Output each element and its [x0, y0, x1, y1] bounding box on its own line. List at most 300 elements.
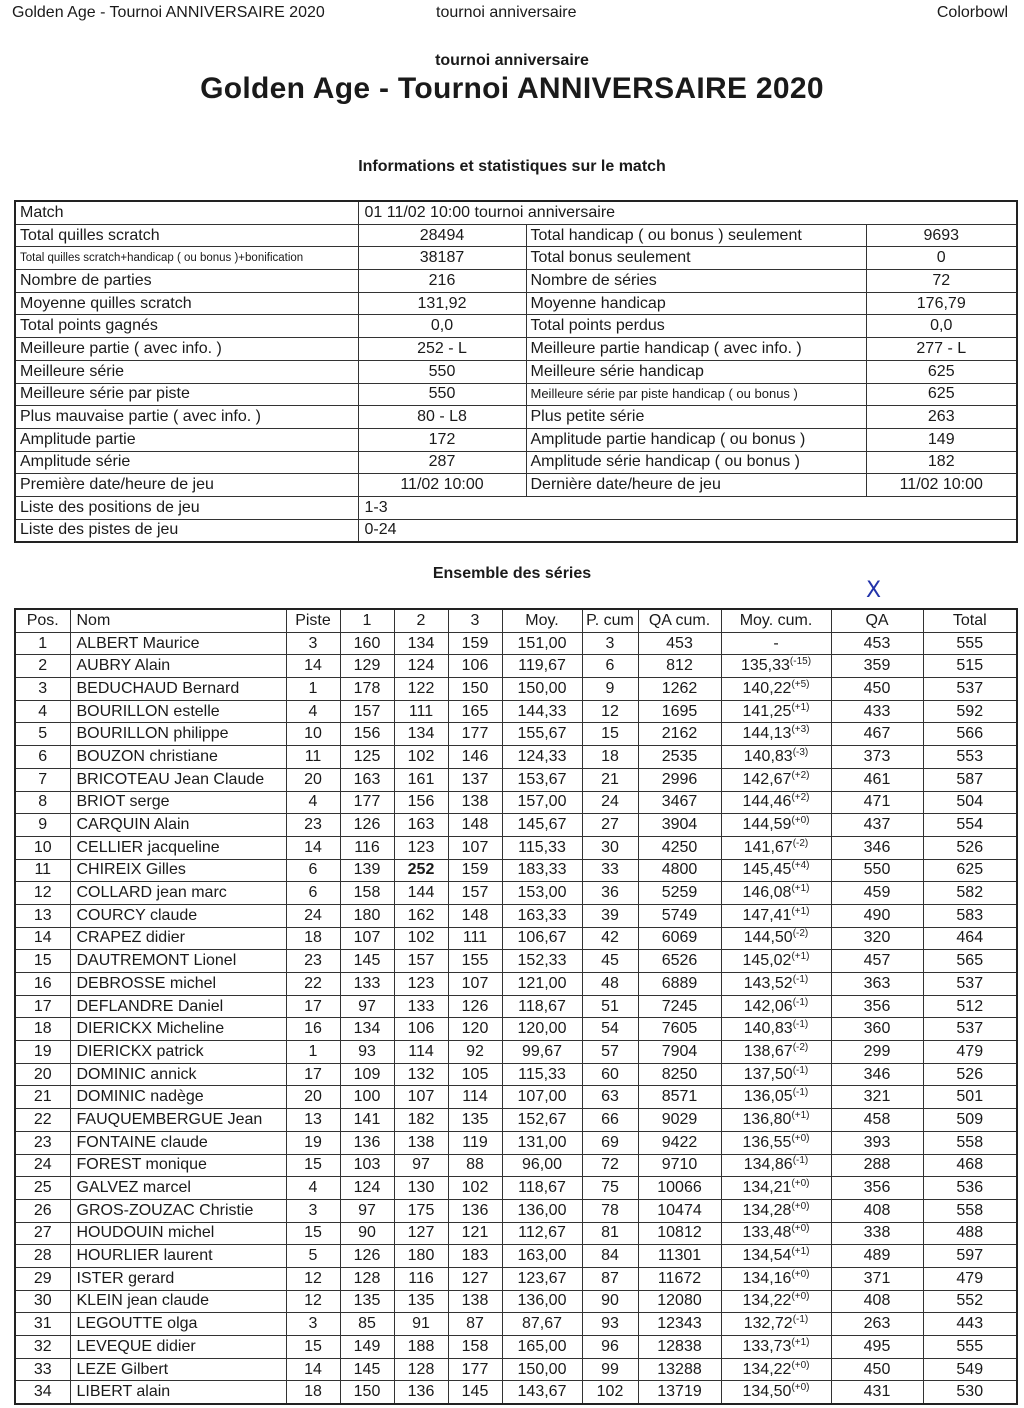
- name-cell: BEDUCHAUD Bernard: [70, 678, 286, 701]
- table-row: [15, 678, 1017, 701]
- moy-cell: 150,00: [502, 1358, 582, 1381]
- name-cell: CELLIER jacqueline: [70, 836, 286, 859]
- total-cell: 625: [923, 859, 1017, 882]
- info-label: Moyenne handicap: [526, 292, 866, 315]
- table-row: [15, 1177, 1017, 1200]
- column-header: P. cum: [582, 609, 638, 632]
- moycum-delta: (+1): [791, 1109, 810, 1121]
- moy-cell: 121,00: [502, 973, 582, 996]
- info-label: Nombre de parties: [15, 270, 358, 293]
- total-cell: 537: [923, 678, 1017, 701]
- total-cell: 592: [923, 700, 1017, 723]
- info-row: [15, 247, 1017, 270]
- info-label: Amplitude partie handicap ( ou bonus ): [526, 428, 866, 451]
- info-label: Amplitude série handicap ( ou bonus ): [526, 451, 866, 474]
- game2-cell: 114: [394, 1041, 448, 1064]
- info-label: Total quilles scratch: [15, 224, 358, 247]
- pcum-cell: 57: [582, 1041, 638, 1064]
- info-value: 277 - L: [866, 338, 1017, 361]
- table-row: [15, 882, 1017, 905]
- total-cell: 555: [923, 1336, 1017, 1359]
- pos-cell: 16: [15, 973, 70, 996]
- table-row: [15, 655, 1017, 678]
- piste-cell: 12: [286, 1267, 340, 1290]
- total-cell: 597: [923, 1245, 1017, 1268]
- qacum-cell: 12080: [638, 1290, 721, 1313]
- total-cell: 536: [923, 1177, 1017, 1200]
- game2-cell: 134: [394, 632, 448, 655]
- moy-cell: 151,00: [502, 632, 582, 655]
- column-header: Moy. cum.: [721, 609, 831, 632]
- game3-cell: 159: [448, 859, 502, 882]
- header-left: Golden Age - Tournoi ANNIVERSAIRE 2020: [12, 4, 325, 21]
- qa-cell: 450: [831, 1358, 923, 1381]
- moycum-value: 147,41: [742, 906, 792, 924]
- table-row: [15, 1199, 1017, 1222]
- info-value: 252 - L: [358, 338, 526, 361]
- moycum-cell: [721, 1018, 831, 1041]
- pcum-cell: 75: [582, 1177, 638, 1200]
- moycum-value: 132,72: [743, 1315, 793, 1333]
- info-label: Moyenne quilles scratch: [15, 292, 358, 315]
- total-cell: 553: [923, 746, 1017, 769]
- qa-cell: 321: [831, 1086, 923, 1109]
- game3-cell: 183: [448, 1245, 502, 1268]
- moycum-value: 133,73: [742, 1337, 792, 1355]
- game2-cell: 106: [394, 1018, 448, 1041]
- info-row: [15, 406, 1017, 429]
- total-cell: 530: [923, 1381, 1017, 1404]
- game1-cell: 124: [340, 1177, 394, 1200]
- moycum-delta: (+1): [791, 883, 810, 895]
- piste-cell: 5: [286, 1245, 340, 1268]
- game3-cell: 159: [448, 632, 502, 655]
- qacum-cell: 6069: [638, 927, 721, 950]
- qacum-cell: 11672: [638, 1267, 721, 1290]
- moycum-cell: [721, 927, 831, 950]
- qa-cell: 467: [831, 723, 923, 746]
- table-row: [15, 1381, 1017, 1404]
- moycum-cell: [721, 882, 831, 905]
- info-row-match: [15, 201, 1017, 224]
- piste-cell: 23: [286, 814, 340, 837]
- info-row: [15, 270, 1017, 293]
- piste-cell: 10: [286, 723, 340, 746]
- piste-cell: 14: [286, 1358, 340, 1381]
- moycum-delta: (+1): [791, 951, 810, 963]
- info-value: 263: [866, 406, 1017, 429]
- name-cell: ISTER gerard: [70, 1267, 286, 1290]
- info-value: 176,79: [866, 292, 1017, 315]
- name-cell: ALBERT Maurice: [70, 632, 286, 655]
- table-row: [15, 927, 1017, 950]
- moycum-delta: (+3): [791, 724, 810, 736]
- pcum-cell: 27: [582, 814, 638, 837]
- piste-cell: 6: [286, 882, 340, 905]
- moycum-cell: [721, 1381, 831, 1404]
- piste-cell: 4: [286, 700, 340, 723]
- qacum-cell: 12343: [638, 1313, 721, 1336]
- info-value: 01 11/02 10:00 tournoi anniversaire: [358, 201, 1017, 224]
- moy-cell: 144,33: [502, 700, 582, 723]
- piste-cell: 20: [286, 1086, 340, 1109]
- series-table: [14, 608, 1018, 1405]
- info-label: Total points gagnés: [15, 315, 358, 338]
- pcum-cell: 96: [582, 1336, 638, 1359]
- name-cell: BOUZON christiane: [70, 746, 286, 769]
- game3-cell: 138: [448, 791, 502, 814]
- table-row: [15, 632, 1017, 655]
- game1-cell: 145: [340, 950, 394, 973]
- total-cell: 512: [923, 995, 1017, 1018]
- moy-cell: 153,00: [502, 882, 582, 905]
- pcum-cell: 21: [582, 768, 638, 791]
- total-cell: 565: [923, 950, 1017, 973]
- moycum-cell: [721, 1131, 831, 1154]
- piste-cell: 20: [286, 768, 340, 791]
- total-cell: 464: [923, 927, 1017, 950]
- moycum-delta: (-1): [792, 996, 809, 1008]
- pcum-cell: 18: [582, 746, 638, 769]
- info-label: Plus petite série: [526, 406, 866, 429]
- game2-cell: 180: [394, 1245, 448, 1268]
- qacum-cell: 12838: [638, 1336, 721, 1359]
- game1-cell: 163: [340, 768, 394, 791]
- name-cell: CRAPEZ didier: [70, 927, 286, 950]
- info-row: [15, 428, 1017, 451]
- table-row: [15, 1018, 1017, 1041]
- qacum-cell: 9710: [638, 1154, 721, 1177]
- header-right: Colorbowl: [936, 4, 1008, 21]
- total-cell: 549: [923, 1358, 1017, 1381]
- moy-cell: 99,67: [502, 1041, 582, 1064]
- total-cell: 504: [923, 791, 1017, 814]
- pos-cell: 17: [15, 995, 70, 1018]
- column-header: 1: [340, 609, 394, 632]
- name-cell: FAUQUEMBERGUE Jean: [70, 1109, 286, 1132]
- game2-cell: 123: [394, 836, 448, 859]
- pos-cell: 12: [15, 882, 70, 905]
- game1-cell: 116: [340, 836, 394, 859]
- name-cell: FONTAINE claude: [70, 1131, 286, 1154]
- name-cell: COLLARD jean marc: [70, 882, 286, 905]
- moycum-value: 135,33: [740, 657, 790, 675]
- total-cell: 558: [923, 1131, 1017, 1154]
- total-cell: 479: [923, 1041, 1017, 1064]
- piste-cell: 14: [286, 836, 340, 859]
- moycum-cell: [721, 678, 831, 701]
- name-cell: COURCY claude: [70, 904, 286, 927]
- moycum-delta: (-3): [792, 746, 809, 758]
- pos-cell: 33: [15, 1358, 70, 1381]
- info-row: [15, 292, 1017, 315]
- moycum-delta: (+5): [791, 678, 810, 690]
- moycum-value: 144,46: [742, 793, 792, 811]
- moycum-value: 144,50: [743, 929, 793, 947]
- game2-cell: 157: [394, 950, 448, 973]
- moycum-delta: (-1): [792, 973, 809, 985]
- moycum-cell: [721, 1063, 831, 1086]
- game1-cell: 133: [340, 973, 394, 996]
- pos-cell: 32: [15, 1336, 70, 1359]
- table-row: [15, 700, 1017, 723]
- qacum-cell: 7904: [638, 1041, 721, 1064]
- total-cell: 443: [923, 1313, 1017, 1336]
- game2-cell: 133: [394, 995, 448, 1018]
- name-cell: LEGOUTTE olga: [70, 1313, 286, 1336]
- name-cell: GALVEZ marcel: [70, 1177, 286, 1200]
- info-value: 0-24: [358, 519, 1017, 542]
- moycum-delta: (+2): [791, 769, 810, 781]
- qa-cell: 338: [831, 1222, 923, 1245]
- total-cell: 468: [923, 1154, 1017, 1177]
- name-cell: DIERICKX Micheline: [70, 1018, 286, 1041]
- game3-cell: 155: [448, 950, 502, 973]
- moycum-cell: [721, 1086, 831, 1109]
- qacum-cell: 4800: [638, 859, 721, 882]
- pos-cell: 15: [15, 950, 70, 973]
- name-cell: DEFLANDRE Daniel: [70, 995, 286, 1018]
- table-row: [15, 1245, 1017, 1268]
- game3-cell: 114: [448, 1086, 502, 1109]
- game3-cell: 105: [448, 1063, 502, 1086]
- info-label: Amplitude partie: [15, 428, 358, 451]
- table-row: [15, 768, 1017, 791]
- game1-cell: 126: [340, 1245, 394, 1268]
- qacum-cell: 3904: [638, 814, 721, 837]
- qa-cell: 408: [831, 1290, 923, 1313]
- game3-cell: 158: [448, 1336, 502, 1359]
- piste-cell: 17: [286, 1063, 340, 1086]
- moycum-value: 134,22: [742, 1292, 792, 1310]
- qa-cell: 437: [831, 814, 923, 837]
- moy-cell: 152,33: [502, 950, 582, 973]
- table-row: [15, 1131, 1017, 1154]
- qacum-cell: 6526: [638, 950, 721, 973]
- qa-cell: 360: [831, 1018, 923, 1041]
- game3-cell: 111: [448, 927, 502, 950]
- total-cell: 582: [923, 882, 1017, 905]
- qacum-cell: 1695: [638, 700, 721, 723]
- moycum-value: 138,67: [743, 1042, 793, 1060]
- moy-cell: 107,00: [502, 1086, 582, 1109]
- info-label: Dernière date/heure de jeu: [526, 474, 866, 497]
- game2-cell: 130: [394, 1177, 448, 1200]
- table-row: [15, 1086, 1017, 1109]
- moycum-delta: (+1): [791, 905, 810, 917]
- qacum-cell: 1262: [638, 678, 721, 701]
- series-header-row: [15, 609, 1017, 632]
- column-header: Pos.: [15, 609, 70, 632]
- pos-cell: 31: [15, 1313, 70, 1336]
- game1-cell: 126: [340, 814, 394, 837]
- info-label: Liste des positions de jeu: [15, 496, 358, 519]
- moycum-cell: [721, 1336, 831, 1359]
- info-label: Première date/heure de jeu: [15, 474, 358, 497]
- game1-cell: 160: [340, 632, 394, 655]
- total-cell: 488: [923, 1222, 1017, 1245]
- moycum-cell: [721, 1199, 831, 1222]
- game1-cell: 107: [340, 927, 394, 950]
- moycum-delta: (-2): [792, 928, 809, 940]
- column-header: 2: [394, 609, 448, 632]
- moycum-delta: (+1): [791, 1336, 810, 1348]
- pos-cell: 28: [15, 1245, 70, 1268]
- pcum-cell: 30: [582, 836, 638, 859]
- name-cell: CARQUIN Alain: [70, 814, 286, 837]
- piste-cell: 4: [286, 791, 340, 814]
- moycum-delta: (+0): [791, 1359, 810, 1371]
- table-row: [15, 995, 1017, 1018]
- game1-cell: 180: [340, 904, 394, 927]
- pcum-cell: 87: [582, 1267, 638, 1290]
- game2-cell: 161: [394, 768, 448, 791]
- name-cell: DIERICKX patrick: [70, 1041, 286, 1064]
- column-header: Nom: [70, 609, 286, 632]
- moycum-value: 144,59: [742, 816, 792, 834]
- moy-cell: 163,00: [502, 1245, 582, 1268]
- piste-cell: 3: [286, 632, 340, 655]
- game1-cell: 141: [340, 1109, 394, 1132]
- pos-cell: 18: [15, 1018, 70, 1041]
- moycum-delta: (-2): [792, 1041, 809, 1053]
- moycum-delta: (-1): [792, 1155, 809, 1167]
- moycum-value: 134,86: [743, 1156, 793, 1174]
- name-cell: HOURLIER laurent: [70, 1245, 286, 1268]
- game3-cell: 136: [448, 1199, 502, 1222]
- pos-cell: 14: [15, 927, 70, 950]
- moy-cell: 157,00: [502, 791, 582, 814]
- pos-cell: 6: [15, 746, 70, 769]
- table-row: [15, 1267, 1017, 1290]
- column-header: Piste: [286, 609, 340, 632]
- qa-cell: 263: [831, 1313, 923, 1336]
- qacum-cell: 5259: [638, 882, 721, 905]
- qa-cell: 458: [831, 1109, 923, 1132]
- table-row: [15, 950, 1017, 973]
- moycum-cell: [721, 746, 831, 769]
- match-info-table: [14, 200, 1018, 543]
- moy-cell: 124,33: [502, 746, 582, 769]
- game2-cell: 122: [394, 678, 448, 701]
- game3-cell: 88: [448, 1154, 502, 1177]
- name-cell: LEZE Gilbert: [70, 1358, 286, 1381]
- game2-cell: 116: [394, 1267, 448, 1290]
- info-value: 216: [358, 270, 526, 293]
- moycum-delta: (-2): [792, 837, 809, 849]
- moy-cell: 115,33: [502, 1063, 582, 1086]
- moycum-delta: (-1): [792, 1019, 809, 1031]
- info-label: Total quilles scratch+handicap ( ou bonus )+bonification: [15, 247, 358, 270]
- qacum-cell: 9422: [638, 1131, 721, 1154]
- document-title: Golden Age - Tournoi ANNIVERSAIRE 2020: [200, 72, 824, 105]
- pos-cell: 9: [15, 814, 70, 837]
- moycum-cell: [721, 859, 831, 882]
- pcum-cell: 6: [582, 655, 638, 678]
- moycum-value: 134,54: [742, 1247, 792, 1265]
- game2-cell: 144: [394, 882, 448, 905]
- moycum-delta: (-15): [789, 656, 812, 668]
- game3-cell: 121: [448, 1222, 502, 1245]
- total-cell: 537: [923, 973, 1017, 996]
- qacum-cell: 5749: [638, 904, 721, 927]
- moycum-delta: (+0): [791, 1178, 810, 1190]
- qacum-cell: 2162: [638, 723, 721, 746]
- info-row: [15, 474, 1017, 497]
- pcum-cell: 99: [582, 1358, 638, 1381]
- moycum-cell: [721, 1154, 831, 1177]
- game1-cell: 109: [340, 1063, 394, 1086]
- piste-cell: 15: [286, 1222, 340, 1245]
- info-label: Meilleure partie handicap ( avec info. ): [526, 338, 866, 361]
- qacum-cell: 10812: [638, 1222, 721, 1245]
- game1-cell: 97: [340, 1199, 394, 1222]
- table-row: [15, 1313, 1017, 1336]
- column-header: Total: [923, 609, 1017, 632]
- piste-cell: 1: [286, 1041, 340, 1064]
- qa-cell: 471: [831, 791, 923, 814]
- moycum-cell: [721, 768, 831, 791]
- game3-cell: 135: [448, 1109, 502, 1132]
- qacum-cell: 3467: [638, 791, 721, 814]
- info-label: Meilleure série par piste handicap ( ou bonus ): [526, 383, 866, 406]
- total-cell: 583: [923, 904, 1017, 927]
- game3-cell: 127: [448, 1267, 502, 1290]
- table-row: [15, 904, 1017, 927]
- piste-cell: 12: [286, 1290, 340, 1313]
- info-value: 0: [866, 247, 1017, 270]
- moycum-cell: [721, 1109, 831, 1132]
- pos-cell: 20: [15, 1063, 70, 1086]
- pcum-cell: 69: [582, 1131, 638, 1154]
- info-value: 72: [866, 270, 1017, 293]
- pos-cell: 8: [15, 791, 70, 814]
- game2-cell: 97: [394, 1154, 448, 1177]
- game1-cell: 178: [340, 678, 394, 701]
- game3-cell: 148: [448, 814, 502, 837]
- moycum-cell: [721, 995, 831, 1018]
- qa-cell: 408: [831, 1199, 923, 1222]
- name-cell: DOMINIC nadège: [70, 1086, 286, 1109]
- moycum-value: 136,55: [742, 1133, 792, 1151]
- pcum-cell: 63: [582, 1086, 638, 1109]
- series-section-title: Ensemble des séries: [432, 565, 592, 582]
- game3-cell: 177: [448, 723, 502, 746]
- qa-cell: 346: [831, 836, 923, 859]
- table-row: [15, 1154, 1017, 1177]
- moy-cell: 112,67: [502, 1222, 582, 1245]
- qacum-cell: 7245: [638, 995, 721, 1018]
- moycum-value: 134,28: [742, 1201, 792, 1219]
- moycum-cell: [721, 1177, 831, 1200]
- qacum-cell: 10474: [638, 1199, 721, 1222]
- info-row: [15, 451, 1017, 474]
- piste-cell: 3: [286, 1313, 340, 1336]
- pcum-cell: 51: [582, 995, 638, 1018]
- game1-cell: 125: [340, 746, 394, 769]
- pcum-cell: 93: [582, 1313, 638, 1336]
- info-label: Amplitude série: [15, 451, 358, 474]
- moy-cell: 118,67: [502, 995, 582, 1018]
- moycum-cell: [721, 655, 831, 678]
- pos-cell: 27: [15, 1222, 70, 1245]
- moy-cell: 118,67: [502, 1177, 582, 1200]
- pos-cell: 2: [15, 655, 70, 678]
- total-cell: 558: [923, 1199, 1017, 1222]
- game3-cell: 102: [448, 1177, 502, 1200]
- game2-cell: 182: [394, 1109, 448, 1132]
- game2-cell: 91: [394, 1313, 448, 1336]
